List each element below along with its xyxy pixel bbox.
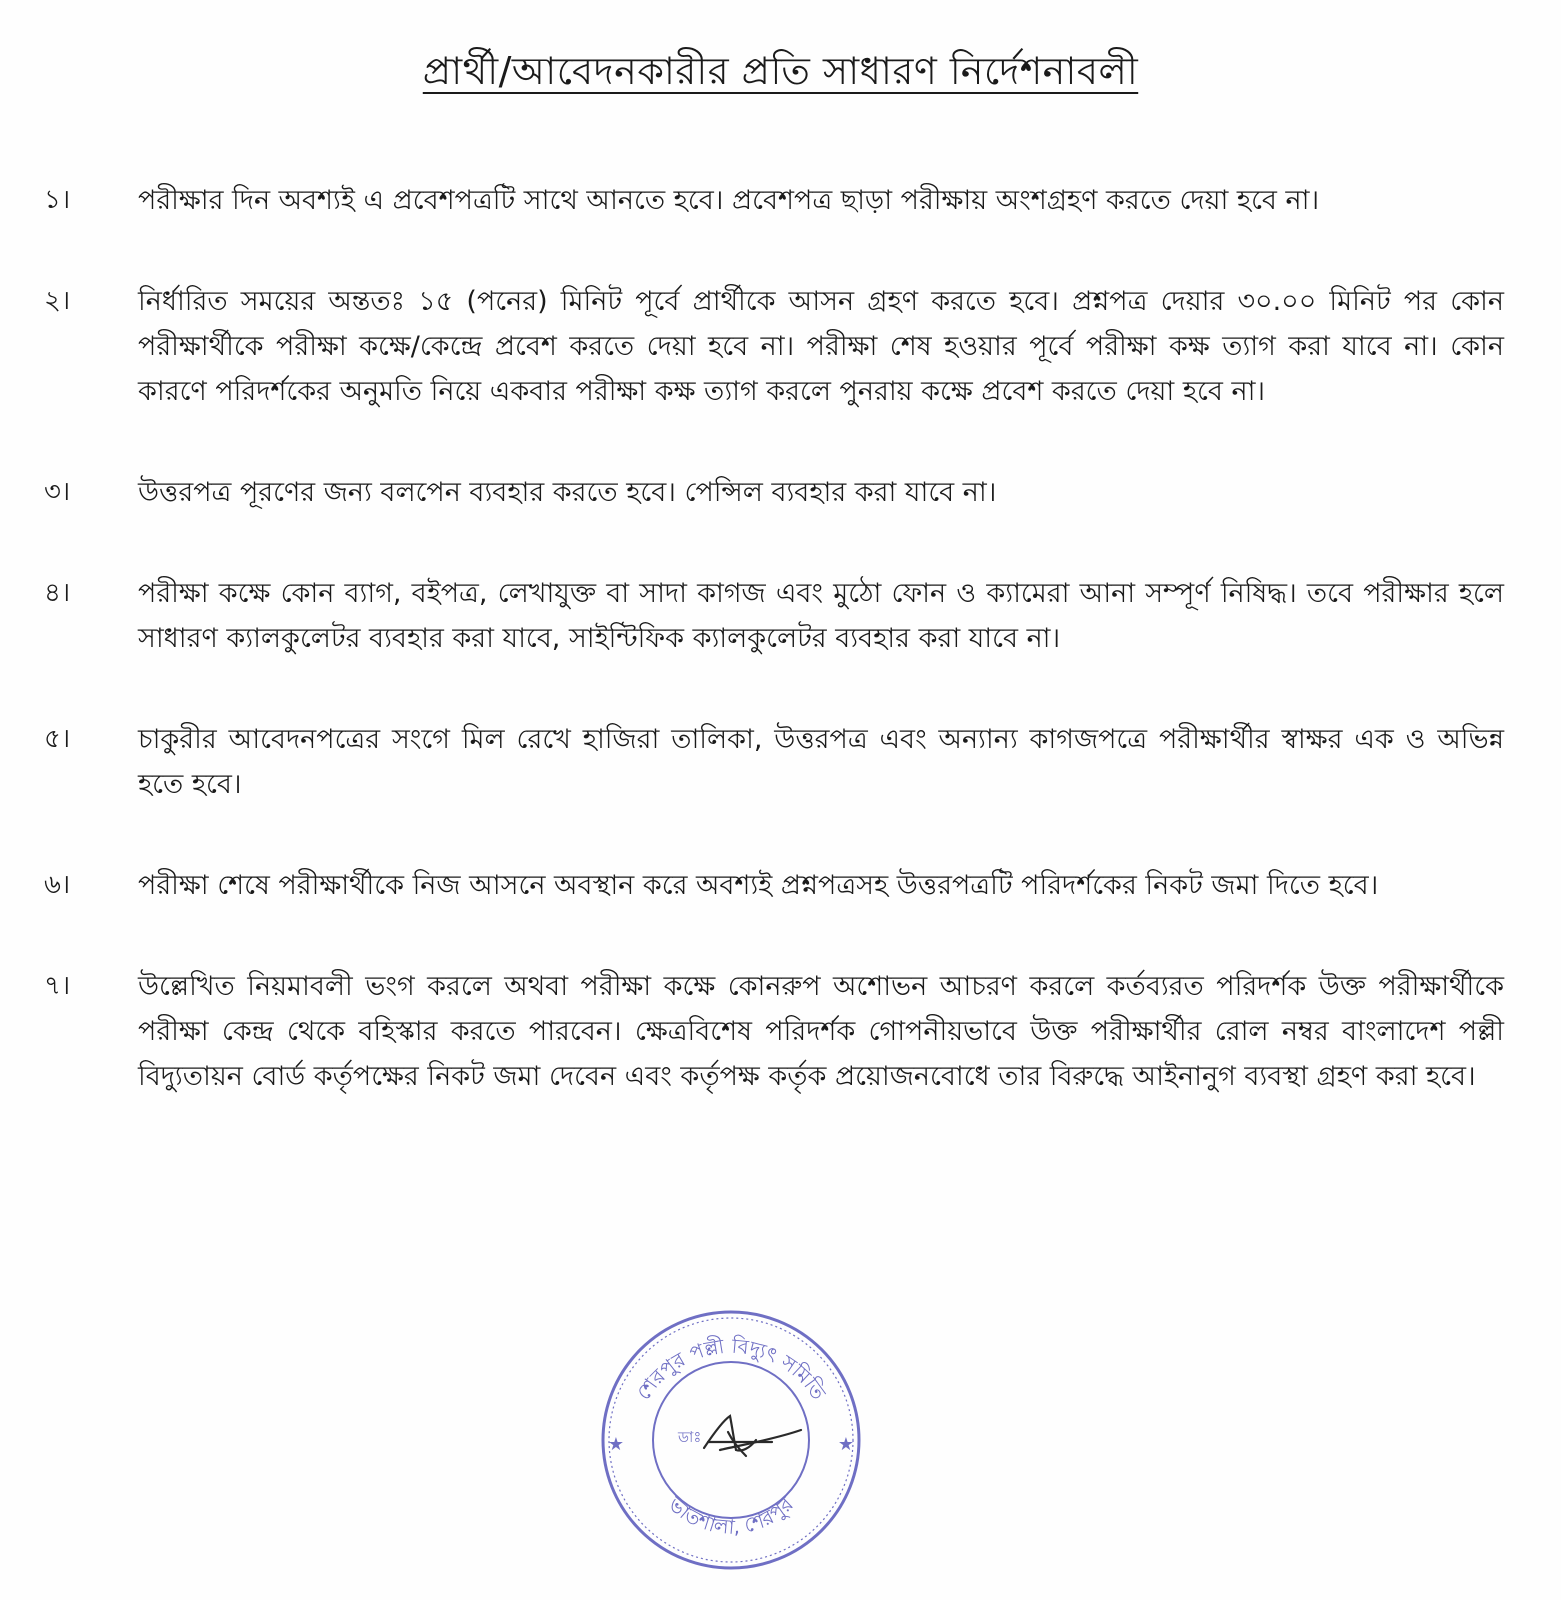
instruction-number: ৪।: [44, 578, 71, 608]
instruction-item: [44, 863, 1504, 908]
instruction-text: উল্লেখিত নিয়মাবলী ভংগ করলে অথবা পরীক্ষা কক্ষে কোনরুপ অশোভন আচরণ করলে কর্তব্যরত পরিদর্শক উক্ত পরীক্ষার্থীকে পরীক্ষা কেন্দ্র থেকে বহিস্কার করতে পারবেন। ক্ষেত্রবিশেষ পরিদর্শক গোপনীয়ভাবে উক্ত পরীক্ষার্থীর রোল নম্বর বাংলাদেশ পল্লী বিদ্যুতায়ন বোর্ড কর্তৃপক্ষের নিকট জমা দেবেন এবং কর্তৃপক্ষ কর্তৃক প্রয়োজনবোধে তার বিরুদ্ধে আইনানুগ ব্যবস্থা গ্রহণ করা হবে।: [138, 971, 1504, 1092]
instruction-list: [44, 178, 1504, 1155]
instruction-number: ৫।: [44, 724, 71, 754]
document-title: [0, 42, 1561, 106]
instruction-item: [44, 279, 1504, 414]
official-seal: [596, 1300, 866, 1575]
instruction-text: নির্ধারিত সময়ের অন্ততঃ ১৫ (পনের) মিনিট পূর্বে প্রার্থীকে আসন গ্রহণ করতে হবে। প্রশ্নপত্র দেয়ার ৩০.০০ মিনিট পর কোন পরীক্ষার্থীকে পরীক্ষা কক্ষে/কেন্দ্রে প্রবেশ করতে দেয়া হবে না। পরীক্ষা শেষ হওয়ার পূর্বে পরীক্ষা কক্ষ ত্যাগ করা যাবে না। কোন কারণে পরিদর্শকের অনুমতি নিয়ে একবার পরীক্ষা কক্ষ ত্যাগ করলে পুনরায় কক্ষে প্রবেশ করতে দেয়া হবে না।: [138, 286, 1504, 407]
instruction-text: পরীক্ষার দিন অবশ্যই এ প্রবেশপত্রটি সাথে আনতে হবে। প্রবেশপত্র ছাড়া পরীক্ষায় অংশগ্রহণ করতে দেয়া হবে না।: [138, 185, 1320, 216]
instruction-text: চাকুরীর আবেদনপত্রের সংগে মিল রেখে হাজিরা তালিকা, উত্তরপত্র এবং অন্যান্য কাগজপত্রে পরীক্ষার্থীর স্বাক্ষর এক ও অভিন্ন হতে হবে।: [138, 724, 1504, 800]
instruction-item: [44, 178, 1504, 223]
seal-top-text: শেরপুর পল্লী বিদ্যুৎ সমিতি: [631, 1333, 831, 1405]
document-title-text: প্রার্থী/আবেদনকারীর প্রতি সাধারণ নির্দেশনাবলী: [422, 49, 1139, 93]
instruction-number: ১।: [44, 185, 71, 215]
seal-inner-ring: [653, 1362, 809, 1518]
instruction-text: পরীক্ষা কক্ষে কোন ব্যাগ, বইপত্র, লেখাযুক্ত বা সাদা কাগজ এবং মুঠো ফোন ও ক্যামেরা আনা সম্পূর্ণ নিষিদ্ধ। তবে পরীক্ষার হলে সাধারণ ক্যালকুলেটর ব্যবহার করা যাবে, সাইন্টিফিক ক্যালকুলেটর ব্যবহার করা যাবে না।: [138, 578, 1504, 654]
instruction-item: [44, 964, 1504, 1099]
signature-mark: [704, 1416, 801, 1456]
instruction-item: [44, 470, 1504, 515]
instruction-item: [44, 717, 1504, 807]
instruction-item: [44, 571, 1504, 661]
instruction-text: উত্তরপত্র পূরণের জন্য বলপেন ব্যবহার করতে হবে। পেন্সিল ব্যবহার করা যাবে না।: [138, 477, 997, 508]
instruction-number: ২।: [44, 286, 71, 316]
instruction-number: ৭।: [44, 971, 71, 1001]
instruction-number: ৬।: [44, 870, 71, 900]
seal-star-right-icon: ★: [837, 1434, 855, 1455]
instruction-number: ৩।: [44, 477, 71, 507]
seal-bottom-text: ভাতশালা, শেরপুর: [663, 1491, 798, 1540]
seal-inner-label: ডাঃ: [678, 1428, 702, 1446]
seal-star-left-icon: ★: [607, 1434, 625, 1455]
instruction-text: পরীক্ষা শেষে পরীক্ষার্থীকে নিজ আসনে অবস্থান করে অবশ্যই প্রশ্নপত্রসহ উত্তরপত্রটি পরিদর্শকের নিকট জমা দিতে হবে।: [138, 870, 1379, 901]
